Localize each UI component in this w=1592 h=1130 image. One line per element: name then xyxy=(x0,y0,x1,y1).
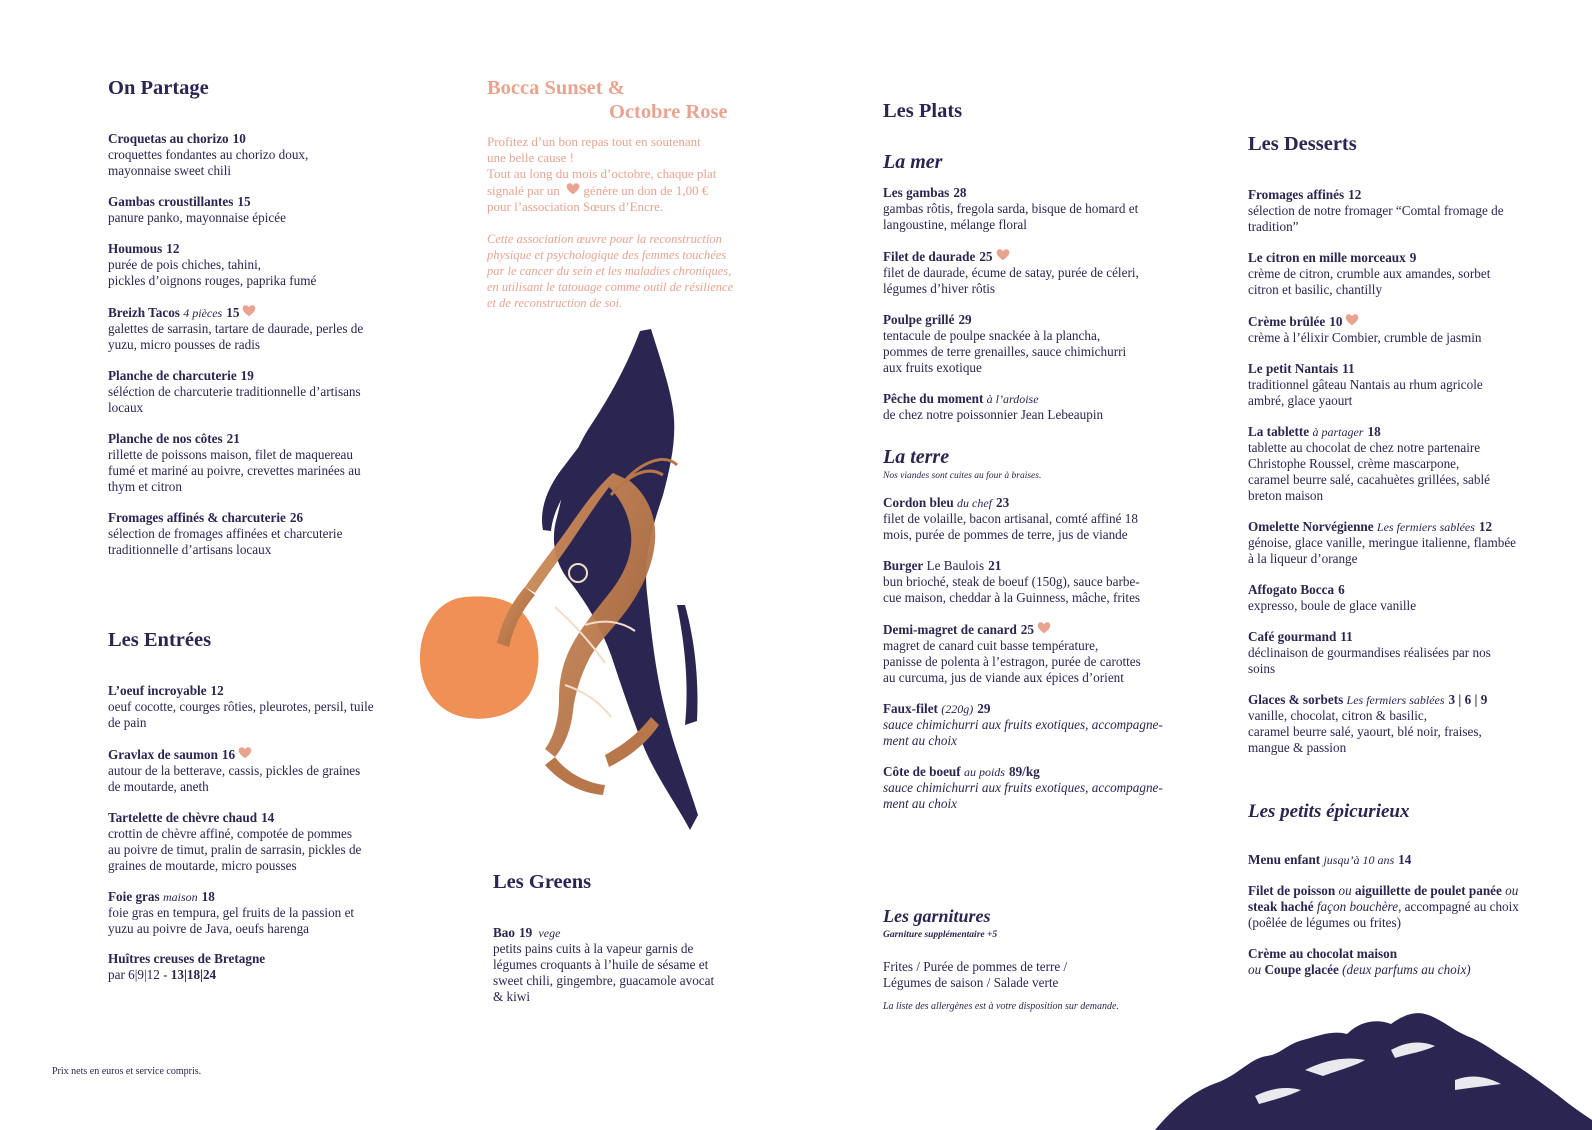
item-name: Faux-filet xyxy=(883,700,938,716)
item-name: Gravlax de saumon xyxy=(108,746,218,762)
item-price: 11 xyxy=(1340,628,1353,644)
menu-item xyxy=(108,241,378,289)
desserts-list xyxy=(1248,187,1518,756)
item-description: citron et basilic, chantilly xyxy=(1248,281,1383,297)
item-name: Omelette Norvégienne xyxy=(1248,518,1374,534)
association-description: Cette association œuvre pour la reconstruction physique et psychologique des femmes touchées par le cancer du sein et les maladies chroniques, en utilisant le tatouage comme outil de résilience et de reconstruction de soi. xyxy=(487,232,734,310)
item-description: pickles d’oignons rouges, paprika fumé xyxy=(108,272,317,288)
menu-item xyxy=(1248,361,1518,409)
item-price: 28 xyxy=(953,184,967,200)
menu-item xyxy=(108,431,378,495)
item-description: caramel beurre salé, yaourt, blé noir, fraises, xyxy=(1248,723,1482,739)
item-subtitle: (220g) xyxy=(941,701,974,716)
item-name: Gambas croustillantes xyxy=(108,193,234,209)
item-name: Glaces & sorbets xyxy=(1248,691,1344,707)
item-description: ment au choix xyxy=(883,732,957,748)
heart-icon xyxy=(242,304,256,318)
column-plats xyxy=(883,99,1173,827)
on-partage-list xyxy=(108,131,378,558)
heart-icon xyxy=(996,248,1010,262)
section-title-on-partage: On Partage xyxy=(108,77,209,99)
column-on-partage xyxy=(108,76,378,573)
subsection-title-garnitures: Les garnitures xyxy=(883,906,991,926)
kids-menu-dessert: Crème au chocolat maison ou Coupe glacée (deux parfums au choix) xyxy=(1248,945,1471,977)
item-subtitle: vege xyxy=(538,925,561,940)
menu-item xyxy=(1248,250,1518,298)
section-title-entrees: Les Entrées xyxy=(108,629,212,651)
item-description: tradition” xyxy=(1248,218,1299,234)
garnitures-list: Frites / Purée de pommes de terre / Légumes de saison / Salade verte xyxy=(883,958,1068,990)
item-subtitle: Les fermiers sablées xyxy=(1346,692,1445,707)
menu-item xyxy=(108,510,378,558)
item-price: 16 xyxy=(221,746,236,762)
item-description: de pain xyxy=(108,714,147,730)
kids-menu-main: Filet de poisson ou aiguillette de poulet panée ou steak haché façon bouchère, accompagné au choix (poêlée de légumes ou frites) xyxy=(1248,882,1519,930)
item-description: cue maison, cheddar à la Guinness, mâche, frites xyxy=(883,589,1141,605)
item-price: 89/kg xyxy=(1008,763,1040,779)
item-description: Christophe Roussel, crème mascarpone, xyxy=(1248,455,1460,471)
navy-mountain-illustration xyxy=(1155,1010,1592,1130)
heart-icon xyxy=(1345,313,1359,327)
item-description: tentacule de poulpe snackée à la plancha, xyxy=(883,327,1101,343)
item-name: Houmous xyxy=(108,240,163,256)
item-description: fumé et mariné au poivre, crevettes marinées au xyxy=(108,462,361,478)
menu-item xyxy=(108,368,378,416)
item-name: Filet de daurade xyxy=(883,248,976,264)
item-description: crème à l’élixir Combier, crumble de jasmin xyxy=(1248,329,1482,345)
item-price: 23 xyxy=(996,494,1010,510)
menu-item xyxy=(1248,582,1518,614)
item-name: Breizh Tacos xyxy=(108,304,180,320)
menu-item xyxy=(108,810,378,874)
column-garnitures xyxy=(883,906,1173,1012)
terre-list xyxy=(883,495,1173,812)
item-description: pommes de terre grenailles, sauce chimichurri xyxy=(883,343,1127,359)
column-greens xyxy=(493,870,723,1020)
item-price: 25 xyxy=(979,248,993,264)
item-description: oeuf cocotte, courges rôties, pleurotes, persil, tuile xyxy=(108,698,374,714)
item-description: déclinaison de gourmandises réalisées par nos xyxy=(1248,644,1491,660)
item-subtitle: du chef xyxy=(957,495,993,510)
item-description: génoise, glace vanille, meringue italienne, flambée xyxy=(1248,534,1517,550)
item-description: séléction de charcuterie traditionnelle d’artisans xyxy=(108,383,361,399)
item-name: L’oeuf incroyable xyxy=(108,682,207,698)
item-description: traditionnelle d’artisans locaux xyxy=(108,541,272,557)
terre-note: Nos viandes sont cuites au four à braises. xyxy=(883,470,1042,481)
item-description: de moutarde, aneth xyxy=(108,778,209,794)
item-subtitle: à l’ardoise xyxy=(986,391,1039,406)
item-description: ambré, glace yaourt xyxy=(1248,392,1353,408)
item-description: breton maison xyxy=(1248,487,1324,503)
allergen-note: La liste des allergènes est à votre disposition sur demande. xyxy=(883,1000,1119,1012)
item-name: Côte de boeuf xyxy=(883,763,961,779)
item-name: Croquetas au chorizo xyxy=(108,130,229,146)
item-description: langoustine, mélange floral xyxy=(883,216,1027,232)
item-price: 3 | 6 | 9 xyxy=(1448,691,1488,707)
item-name: Cordon bleu xyxy=(883,494,954,510)
item-description: au poivre de timut, pralin de sarrasin, pickles de xyxy=(108,841,362,857)
item-description: mois, purée de pommes de terre, jus de viande xyxy=(883,526,1128,542)
item-description: légumes d’hiver rôtis xyxy=(883,280,996,296)
menu-item xyxy=(883,764,1173,812)
item-price: 29 xyxy=(958,311,972,327)
item-variant: Le Baulois xyxy=(926,557,985,573)
item-name: Affogato Bocca xyxy=(1248,581,1335,597)
price-footer-note: Prix nets en euros et service compris. xyxy=(52,1066,202,1077)
item-name: Le petit Nantais xyxy=(1248,360,1339,376)
item-description: graines de moutarde, micro pousses xyxy=(108,857,297,873)
lobster-illustration xyxy=(415,325,715,845)
menu-item xyxy=(1248,187,1518,235)
item-name: Les gambas xyxy=(883,184,950,200)
item-price: 10 xyxy=(1329,313,1343,329)
item-name: Poulpe grillé xyxy=(883,311,955,327)
item-price: 10 xyxy=(232,130,246,146)
item-description: panisse de polenta à l’estragon, purée de carottes xyxy=(883,653,1141,669)
item-description: ment au choix xyxy=(883,795,957,811)
item-name: Bao xyxy=(493,924,515,940)
item-subtitle: maison xyxy=(162,889,198,904)
column-entrees xyxy=(108,628,378,998)
title-line-2: Octobre Rose xyxy=(609,101,728,123)
item-name: Pêche du moment xyxy=(883,390,984,406)
item-description: foie gras en tempura, gel fruits de la passion et xyxy=(108,904,355,920)
item-description: autour de la betterave, cassis, pickles de graines xyxy=(108,762,361,778)
menu-item xyxy=(883,185,1173,233)
item-description: traditionnel gâteau Nantais au rhum agricole xyxy=(1248,376,1483,392)
heart-icon xyxy=(1037,621,1051,635)
item-price: 11 xyxy=(1342,360,1355,376)
item-price: 12 xyxy=(210,682,224,698)
item-price: 29 xyxy=(977,700,991,716)
item-name: Tartelette de chèvre chaud xyxy=(108,809,258,825)
menu-item xyxy=(883,312,1173,376)
mer-list xyxy=(883,185,1173,423)
subsection-title-terre: La terre xyxy=(883,445,950,468)
item-description: sauce chimichurri aux fruits exotiques, accompagne- xyxy=(883,779,1163,795)
menu-item xyxy=(108,746,378,795)
huitres-quantities: par 6|9|12 - xyxy=(108,966,171,982)
section-title-greens: Les Greens xyxy=(493,871,592,893)
item-price: 15 xyxy=(237,193,251,209)
item-description: soins xyxy=(1248,660,1276,676)
column-octobre-rose xyxy=(487,76,737,311)
item-name: Crème brûlée xyxy=(1248,313,1326,329)
item-description: filet de daurade, écume de satay, purée de céleri, xyxy=(883,264,1139,280)
item-name: Burger xyxy=(883,557,924,573)
item-description: tablette au chocolat de chez notre partenaire xyxy=(1248,439,1481,455)
item-description: aux fruits exotique xyxy=(883,359,982,375)
item-price: 25 xyxy=(1020,621,1034,637)
item-subtitle: à partager xyxy=(1312,424,1364,439)
entrees-list xyxy=(108,683,378,937)
item-price: 12 xyxy=(166,240,180,256)
item-subtitle: 4 pièces xyxy=(183,305,223,320)
item-name: Planche de charcuterie xyxy=(108,367,237,383)
menu-item xyxy=(1248,313,1518,346)
item-description: vanille, chocolat, citron & basilic, xyxy=(1248,707,1428,723)
menu-item xyxy=(108,131,378,179)
item-name: Fromages affinés & charcuterie xyxy=(108,509,286,525)
item-price: 19 xyxy=(518,924,533,940)
item-name: La tablette xyxy=(1248,423,1310,439)
item-description: expresso, boule de glace vanille xyxy=(1248,597,1417,613)
item-description: bun brioché, steak de boeuf (150g), sauce barbe- xyxy=(883,573,1140,589)
item-name: Le citron en mille morceaux xyxy=(1248,249,1406,265)
item-price: 21 xyxy=(226,430,240,446)
subsection-title-epicurieux: Les petits épicurieux xyxy=(1248,801,1410,822)
menu-item xyxy=(108,194,378,226)
column-desserts xyxy=(1248,132,1518,771)
item-description: croquettes fondantes au chorizo doux, xyxy=(108,146,309,162)
item-description: sélection de notre fromager “Comtal fromage de xyxy=(1248,202,1504,218)
column-epicurieux xyxy=(1248,801,1528,993)
item-price: 15 xyxy=(226,304,240,320)
menu-item xyxy=(1248,629,1518,677)
kids-menu-title: Menu enfant jusqu’à 10 ans 14 xyxy=(1248,851,1412,867)
item-price: 6 xyxy=(1338,581,1345,597)
subsection-title-mer: La mer xyxy=(883,150,943,173)
item-price: 12 xyxy=(1348,186,1362,202)
item-description: crottin de chèvre affiné, compotée de pommes xyxy=(108,825,352,841)
menu-item xyxy=(108,304,378,353)
menu-item xyxy=(1248,519,1518,567)
menu-item xyxy=(883,248,1173,297)
item-description: crème de citron, crumble aux amandes, sorbet xyxy=(1248,265,1491,281)
item-price: 21 xyxy=(988,557,1002,573)
heart-icon xyxy=(566,182,580,196)
garnitures-note: Garniture supplémentaire +5 xyxy=(883,929,998,940)
item-description: gambas rôtis, fregola sarda, bisque de homard et xyxy=(883,200,1139,216)
item-price: 9 xyxy=(1409,249,1417,265)
title-line-1: Bocca Sunset & xyxy=(487,77,625,99)
menu-item xyxy=(108,683,378,731)
octobre-rose-intro: Profitez d’un bon repas tout en soutenant une belle cause ! Tout au long du mois d’octobre, chaque plat signalé par un génère un don de 1,00 € pour l’association Sœurs d’Encre. xyxy=(487,134,717,214)
menu-item xyxy=(1248,692,1518,756)
item-price: 14 xyxy=(261,809,275,825)
item-description: yuzu au poivre de Java, oeufs harenga xyxy=(108,920,310,936)
item-description: magret de canard cuit basse température, xyxy=(883,637,1099,653)
item-description: sauce chimichurri aux fruits exotiques, accompagne- xyxy=(883,716,1163,732)
item-name: Planche de nos côtes xyxy=(108,430,223,446)
menu-item xyxy=(883,391,1173,423)
item-description: locaux xyxy=(108,399,144,415)
item-description: purée de pois chiches, tahini, xyxy=(108,256,262,272)
item-description: galettes de sarrasin, tartare de daurade, perles de xyxy=(108,320,364,336)
item-price: 12 xyxy=(1478,518,1493,534)
octobre-rose-title xyxy=(487,76,737,124)
menu-item xyxy=(1248,424,1518,504)
item-price: 26 xyxy=(289,509,304,525)
item-name: Huîtres creuses de Bretagne xyxy=(108,950,266,966)
item-description: à la liqueur d’orange xyxy=(1248,550,1358,566)
item-name: Demi-magret de canard xyxy=(883,621,1017,637)
menu-item xyxy=(883,621,1173,686)
section-title-plats: Les Plats xyxy=(883,100,963,122)
menu-item xyxy=(108,889,378,937)
item-name: Foie gras xyxy=(108,888,160,904)
item-name: Fromages affinés xyxy=(1248,186,1345,202)
menu-item xyxy=(883,701,1173,749)
item-description: sélection de fromages affinées et charcuterie xyxy=(108,525,343,541)
item-description: yuzu, micro pousses de radis xyxy=(108,336,260,352)
item-price: 19 xyxy=(240,367,254,383)
section-title-desserts: Les Desserts xyxy=(1248,133,1357,155)
item-description: mayonnaise sweet chili xyxy=(108,162,232,178)
item-price: 18 xyxy=(1367,423,1381,439)
menu-item xyxy=(883,495,1173,543)
item-description: rillette de poissons maison, filet de maquereau xyxy=(108,446,353,462)
item-description: mangue & passion xyxy=(1248,739,1347,755)
item-description: panure panko, mayonnaise épicée xyxy=(108,209,286,225)
item-name: Café gourmand xyxy=(1248,628,1337,644)
item-description: de chez notre poissonnier Jean Lebeaupin xyxy=(883,406,1104,422)
item-subtitle: au poids xyxy=(963,764,1005,779)
item-description: au curcuma, jus de viande aux épices d’orient xyxy=(883,669,1124,685)
menu-item-huitres xyxy=(108,951,378,983)
item-price: 18 xyxy=(201,888,215,904)
item-description: filet de volaille, bacon artisanal, comté affiné 18 xyxy=(883,510,1138,526)
item-subtitle: Les fermiers sablées xyxy=(1376,519,1475,534)
huitres-prices: 13|18|24 xyxy=(170,966,217,982)
item-description: thym et citron xyxy=(108,478,182,494)
menu-item-bao: Bao 19 vege petits pains cuits à la vapeur garnis de légumes croquants à l’huile de sésame et sweet chili, gingembre, guacamole avocat & kiwi xyxy=(493,924,715,1004)
heart-icon xyxy=(238,746,252,760)
menu-item xyxy=(883,558,1173,606)
item-description: caramel beurre salé, cacahuètes grillées, sablé xyxy=(1248,471,1490,487)
